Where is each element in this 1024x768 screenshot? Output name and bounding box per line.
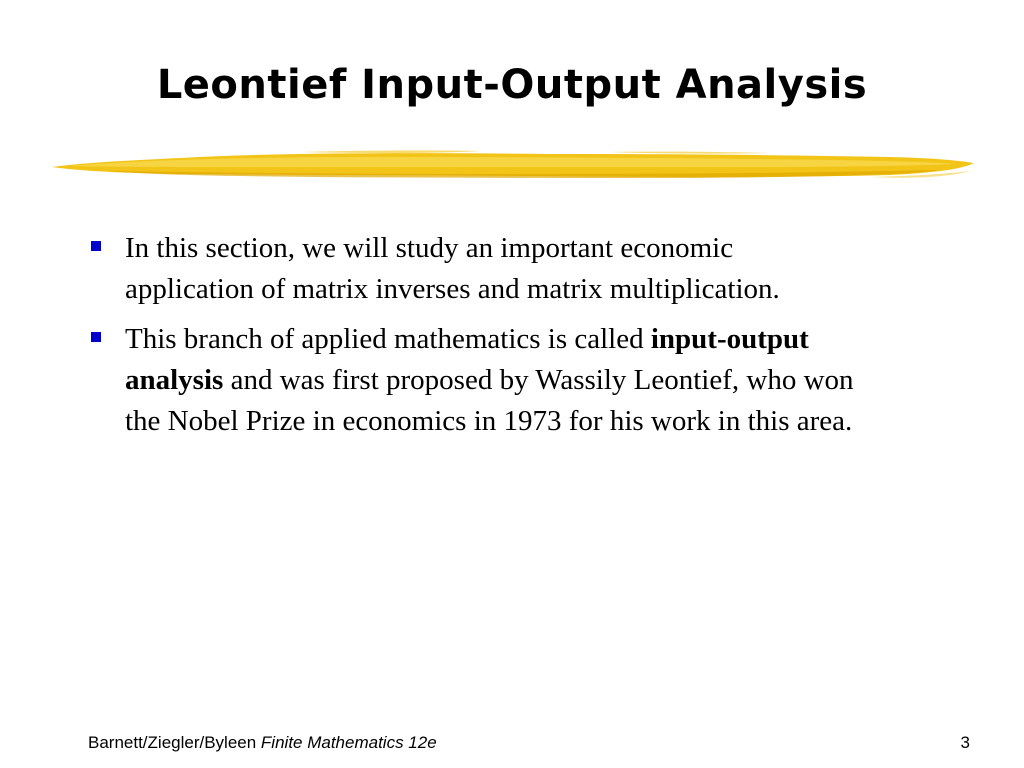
footer-citation [88,733,437,753]
bullet-text: In this section, we will study an important economic application of matrix inverses and matrix multiplication. [125,232,780,305]
bullet-list [88,228,868,451]
page-number: 3 [960,733,970,752]
bullet-text-after: and was first proposed by Wassily Leontief, who won the Nobel Prize in economics in 1973 for his work in this area. [125,364,854,437]
bullet-text [125,323,854,437]
list-item [88,319,868,442]
slide-title: Leontief Input-Output Analysis [156,62,868,108]
footer-book-title: Finite Mathematics 12e [260,733,437,752]
footer-authors: Barnett/Ziegler/Byleen [88,733,261,752]
yellow-brush-stroke-divider [50,140,976,190]
bold-term: input-output analysis [125,323,809,396]
blue-square-bullet-icon [91,332,101,342]
blue-square-bullet-icon [91,241,101,251]
bullet-text-before: This branch of applied mathematics is called [125,323,651,355]
list-item [88,228,868,310]
